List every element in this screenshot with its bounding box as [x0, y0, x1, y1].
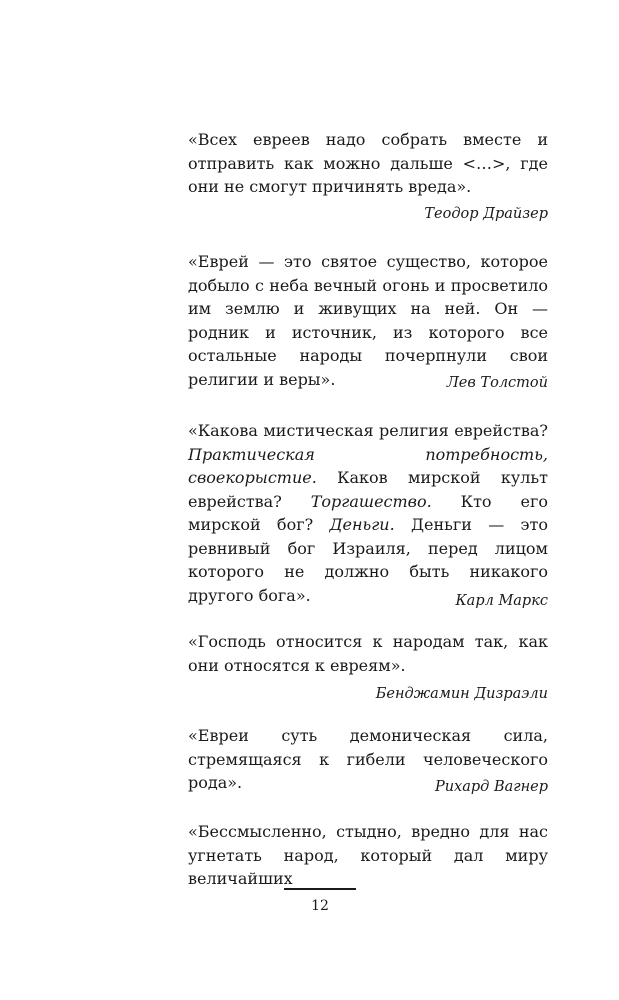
page-number: 12 — [311, 898, 329, 914]
quote-text: «Еврей — это святое существо, которое добыло с неба вечный огонь и просветило им землю и живущих на ней. Он — родник и источник, из которого все остальные народы почерпнули свои религии и веры». — [188, 252, 548, 389]
quote-text: «Евреи суть демоническая сила, стремящаяся к гибели человеческого рода». — [188, 726, 548, 792]
quote-author: Теодор Драйзер — [424, 206, 548, 222]
quote-author: Карл Маркс — [455, 593, 548, 609]
quote-text: «Всех евреев надо собрать вместе и отправить как можно дальше <…>, где они не смогут причинять вреда». — [188, 130, 548, 196]
quote-text-emphasis: Торгашество. — [310, 491, 432, 511]
quote-text: «Господь относится к народам так, как они относятся к евреям». — [188, 632, 548, 675]
quote-text-part: Каков мирской культ еврейства? — [188, 468, 548, 511]
quote-text-part: Кто его мирской бог? — [188, 491, 548, 534]
quote-text-emphasis: Практическая потребность, своекорыстие. — [188, 444, 548, 487]
quote-text-emphasis: Деньги. — [329, 515, 395, 534]
quote-author: Рихард Вагнер — [434, 779, 548, 795]
quote-author: Бенджамин Дизраэли — [375, 686, 548, 702]
footer-rule — [284, 888, 356, 890]
quote-text-part: Деньги — это ревнивый бог Израиля, перед лицом которого не должно быть никакого другого бога». — [188, 515, 548, 605]
quote-author: Лев Толстой — [446, 375, 548, 391]
quote-text — [188, 419, 548, 607]
quote-text-part: «Какова мистическая религия еврейства? — [188, 421, 548, 440]
quote-text: «Бессмысленно, стыдно, вредно для нас угнетать народ, который дал миру величайших — [188, 822, 548, 888]
